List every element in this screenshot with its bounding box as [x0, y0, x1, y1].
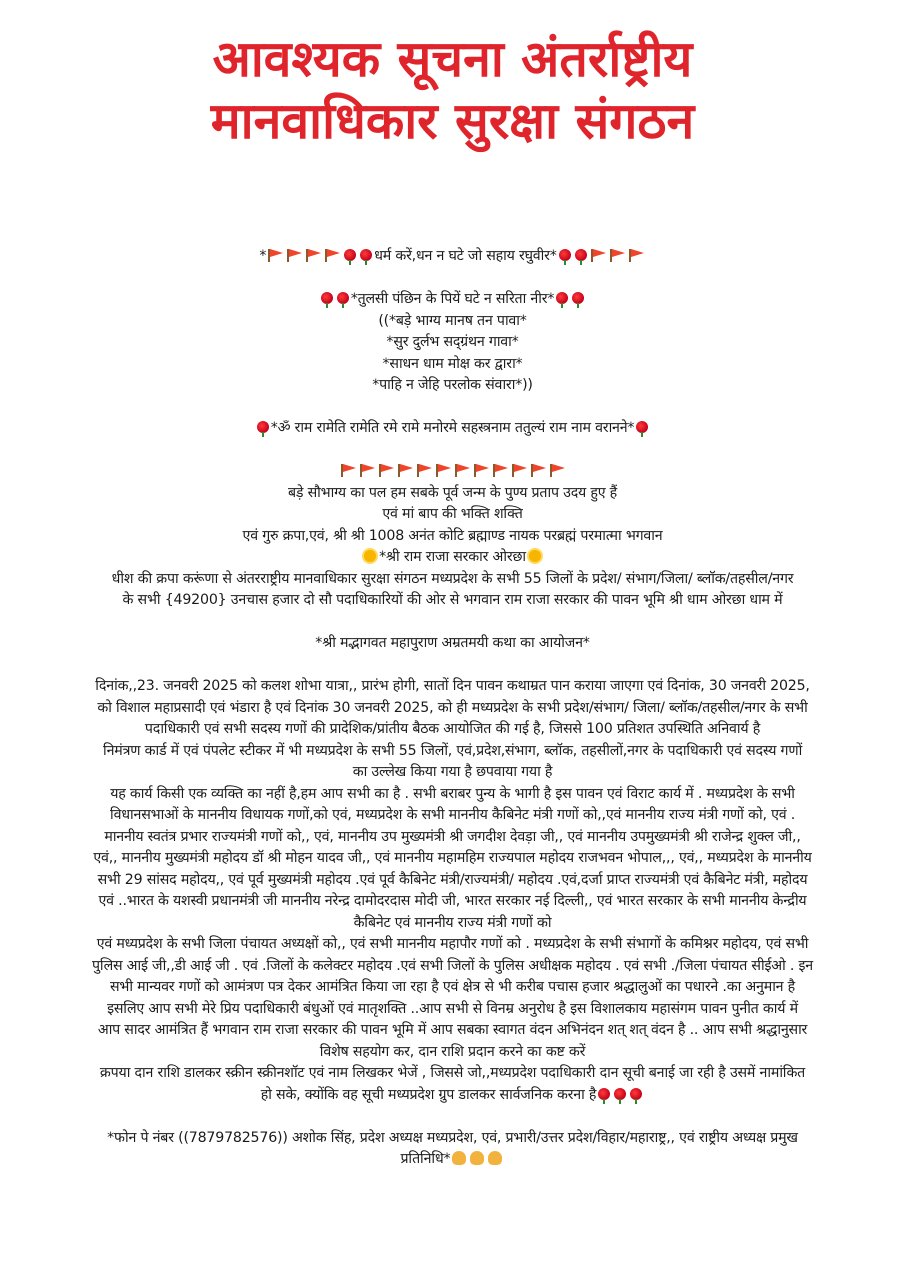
- spacer: [8, 440, 897, 462]
- sun-icon: [364, 550, 376, 562]
- rose-icon: [572, 292, 584, 304]
- rose-icon: [337, 292, 349, 304]
- verse-line-2: [8, 289, 897, 311]
- contact-text: प्रतिनिधि*: [400, 1151, 451, 1167]
- spacer: [8, 268, 897, 290]
- flag-icon: [436, 464, 451, 476]
- flag-icon: [325, 249, 340, 261]
- flag-icon: [512, 464, 527, 476]
- spacer: [8, 1106, 897, 1128]
- flag-icon: [493, 464, 508, 476]
- detail-line: दिनांक,,23. जनवरी 2025 को कलश शोभा यात्रा,, प्रारंभ होगी, सातों दिन पावन कथाम्रत पान कराया जाएगा एवं दिनांक, 30 जनवरी 2025,: [95, 678, 810, 694]
- flag-icon: [531, 464, 546, 476]
- verse-line-6: *पाहि न जेहि परलोक संवारा*)): [372, 377, 533, 393]
- sun-icon: [529, 550, 541, 562]
- flag-icon: [455, 464, 470, 476]
- rose-icon: [630, 1088, 642, 1100]
- rose-icon: [344, 249, 356, 261]
- detail-line: एवं,, माननीय मुख्यमंत्री महोदय डॉ श्री मोहन यादव जी,, एवं माननीय महामहिम राज्यपाल महोदय राजभवन भोपाल,,, एवं,, मध्यप्रदेश के माननीय: [93, 850, 812, 866]
- verse-line-7: [8, 418, 897, 440]
- detail-line: एवं ..भारत के यशस्वी प्रधानमंत्री जी माननीय नरेन्द्र दामोदरदास मोदी जी, भारत सरकार नई दिल्ली,, एवं भारत सरकार के सभी माननीय केन्द्रीय: [98, 893, 807, 909]
- verse-text: *तुलसी पंछिन के पियें घटे न सरिता नीर*: [350, 291, 555, 307]
- title-line-2: मानवाधिकार सुरक्षा संगठन: [210, 92, 695, 150]
- flag-icon: [379, 464, 394, 476]
- intro-line-2: एवं मां बाप की भक्ति शक्ति: [382, 506, 523, 522]
- detail-line: [8, 1085, 897, 1107]
- detail-line: विशेष सहयोग कर, दान राशि प्रदान करने का कष्ट करें: [319, 1043, 586, 1060]
- detail-line: आप सादर आमंत्रित हैं भगवान राम राजा सरकार की पावन भूमि में आप सबका स्वागत वंदन अभिनंदन शत् शत् वंदन है .. आप सभी श्रद्धानुसार: [97, 1022, 808, 1038]
- detail-line: क्रपया दान राशि डालकर स्क्रीन स्क्रीनशॉट एवं नाम लिखकर भेजें , जिससे जो,,मध्यप्रदेश पदाधिकारी दान सूची बनाई जा रही है उसमें नामांकित: [99, 1065, 806, 1081]
- intro-line-6: के सभी {49200} उनचास हजार दो सौ पदाधिकारियों की ओर से भगवान राम राजा सरकार की पावन भूमि श्री धाम ओरछा धाम में: [122, 592, 783, 608]
- detail-line: विधानसभाओं के माननीय विधायक गणों,को एवं, मध्यप्रदेश के सभी माननीय कैबिनेट मंत्री गणों को,,एवं माननीय राज्य मंत्री गणों को, एवं .: [109, 807, 796, 823]
- flag-icon: [550, 464, 565, 476]
- detail-line: इसलिए आप सभी मेरे प्रिय पदाधिकारी बंधुओं एवं मातृशक्ति ..आप सभी से विनम्र अनुरोध है इस विशालकाय महासंगम पावन पुनीत कार्य में: [107, 1000, 798, 1017]
- event-title: *श्री मद्भागवत महापुराण अम्रतमयी कथा का आयोजन*: [315, 635, 590, 651]
- flag-row: [8, 461, 897, 483]
- verse-line-4: *सुर दुर्लभ सद्ग्रंथन गावा*: [386, 334, 519, 350]
- rose-icon: [257, 421, 269, 433]
- detail-text: हो सके, क्योंकि वह सूची मध्यप्रदेश ग्रुप डालकर सार्वजनिक करना है: [260, 1086, 597, 1103]
- rose-icon: [360, 249, 372, 261]
- rose-icon: [575, 249, 587, 261]
- detail-line: सभी 29 सांसद महोदय,, एवं पूर्व मुख्यमंत्री महोदय .एवं पूर्व कैबिनेट मंत्री/राज्यमंत्री/ महोदय .एवं,दर्जा प्राप्त राज्यमंत्री एवं कैबिनेट मंत्री, महोदय: [97, 871, 808, 888]
- flag-icon: [591, 249, 606, 261]
- rose-icon: [556, 292, 568, 304]
- detail-line: पुलिस आई जी,,डी आई जी . एवं .जिलों के कलेक्टर महोदय .एवं सभी जिलों के पुलिस अधीक्षक महोदय . एवं सभी ./जिला पंचायत सीईओ . इन: [92, 957, 813, 974]
- detail-line: निमंत्रण कार्ड में एवं पंपलेट स्टीकर में भी मध्यप्रदेश के सभी 55 जिलों, एवं,प्रदेश,संभाग, ब्लॉक, तहसीलों,नगर के पदाधिकारी एवं सदस्य गणों: [102, 742, 803, 759]
- spacer: [8, 655, 897, 677]
- rose-icon: [614, 1088, 626, 1100]
- notice-body: [8, 246, 897, 1171]
- intro-text: *श्री राम राजा सरकार ओरछा: [379, 549, 526, 565]
- detail-line: पदाधिकारी एवं सभी सदस्य गणों की प्रादेशिक/प्रांतीय बैठक आयोजित की गई है, जिससे 100 प्रतिशत उपस्थिति अनिवार्य है: [144, 721, 761, 737]
- intro-line-4: [8, 547, 897, 569]
- flag-icon: [417, 464, 432, 476]
- detail-line: कैबिनेट एवं माननीय राज्य मंत्री गणों को: [353, 914, 552, 931]
- detail-line: को विशाल महाप्रसादी एवं भंडारा है एवं दिनांक 30 जनवरी 2025, को ही मध्यप्रदेश के सभी प्रदेश/संभाग/ जिला/ ब्लॉक/तहसील/नगर के सभी: [97, 699, 808, 716]
- flag-icon: [306, 249, 321, 261]
- flag-icon: [610, 249, 625, 261]
- flag-icon: [287, 249, 302, 261]
- notice-title: [8, 0, 897, 152]
- detail-line: माननीय स्वतंत्र प्रभार राज्यमंत्री गणों को,, एवं, माननीय उप मुख्यमंत्री श्री जगदीश देवड़ा जी,, एवं माननीय उपमुख्यमंत्री श्री राजेन्द्र शुक्ल जी,,: [104, 828, 801, 845]
- title-line-1: आवश्यक सूचना अंतर्राष्ट्रीय: [212, 30, 693, 88]
- spacer: [8, 397, 897, 419]
- verse-text: धर्म करें,धन न घटे जो सहाय रघुवीर*: [374, 248, 557, 264]
- rose-icon: [559, 249, 571, 261]
- intro-line-1: बड़े सौभाग्य का पल हम सबके पूर्व जन्म के पुण्य प्रताप उदय हुए हैं: [287, 484, 618, 501]
- rose-icon: [321, 292, 333, 304]
- flag-icon: [629, 249, 644, 261]
- spacer: [8, 612, 897, 634]
- verse-line-3: ((*बड़े भाग्य मानष तन पावा*: [378, 312, 527, 329]
- contact-line-2: [8, 1149, 897, 1171]
- flag-icon: [360, 464, 375, 476]
- verse-line-5: *साधन धाम मोक्ष कर द्वारा*: [382, 355, 523, 372]
- folded-hands-icon: [470, 1151, 484, 1165]
- verse-line-1: [8, 246, 897, 268]
- flag-icon: [474, 464, 489, 476]
- rose-icon: [636, 421, 648, 433]
- folded-hands-icon: [488, 1151, 502, 1165]
- detail-line: सभी मान्यवर गणों को आमंत्रण पत्र देकर आमंत्रित किया जा रहा है एवं क्षेत्र से भी करीब पचास हजार श्रद्धालुओं का पधारने .का अनुमान है: [110, 979, 795, 995]
- flag-icon: [268, 249, 283, 261]
- flag-icon: [341, 464, 356, 476]
- folded-hands-icon: [452, 1151, 466, 1165]
- contact-line-1: *फोन पे नंबर ((7879782576)) अशोक सिंह, प्रदेश अध्यक्ष मध्यप्रदेश, एवं, प्रभारी/उत्तर प्रदेश/विहार/महाराष्ट्र,, एवं राष्ट्रीय अध्यक्ष प्रमुख: [107, 1129, 798, 1146]
- verse-text: *ॐ राम रामेति रामेति रमे रामे मनोरमे सहस्त्रनाम ततुल्यं राम नाम वरानने*: [270, 420, 635, 436]
- detail-line: एवं मध्यप्रदेश के सभी जिला पंचायत अध्यक्षों को,, एवं सभी माननीय महापौर गणों को . मध्यप्रदेश के सभी संभागों के कमिश्नर महोदय, एवं सभी: [96, 936, 809, 952]
- detail-line: का उल्लेख किया गया है छपवाया गया है: [352, 764, 553, 780]
- intro-line-5: धीश की क्रपा करूंणा से अंतरराष्ट्रीय मानवाधिकार सुरक्षा संगठन मध्यप्रदेश के सभी 55 जिलों के प्रदेश/ संभाग/जिला/ ब्लॉक/तहसील/नगर: [111, 570, 794, 587]
- flag-icon: [398, 464, 413, 476]
- intro-line-3: एवं गुरु क्रपा,एवं, श्री श्री 1008 अनंत कोटि ब्रह्माण्ड नायक परब्रह्मं परमात्मा भगवान: [242, 527, 663, 544]
- detail-line: यह कार्य किसी एक व्यक्ति का नहीं है,हम आप सभी का है . सभी बराबर पुन्य के भागी है इस पावन एवं विराट कार्य में . मध्यप्रदेश के सभी: [110, 785, 795, 802]
- verse-prefix: *: [259, 248, 267, 264]
- rose-icon: [598, 1088, 610, 1100]
